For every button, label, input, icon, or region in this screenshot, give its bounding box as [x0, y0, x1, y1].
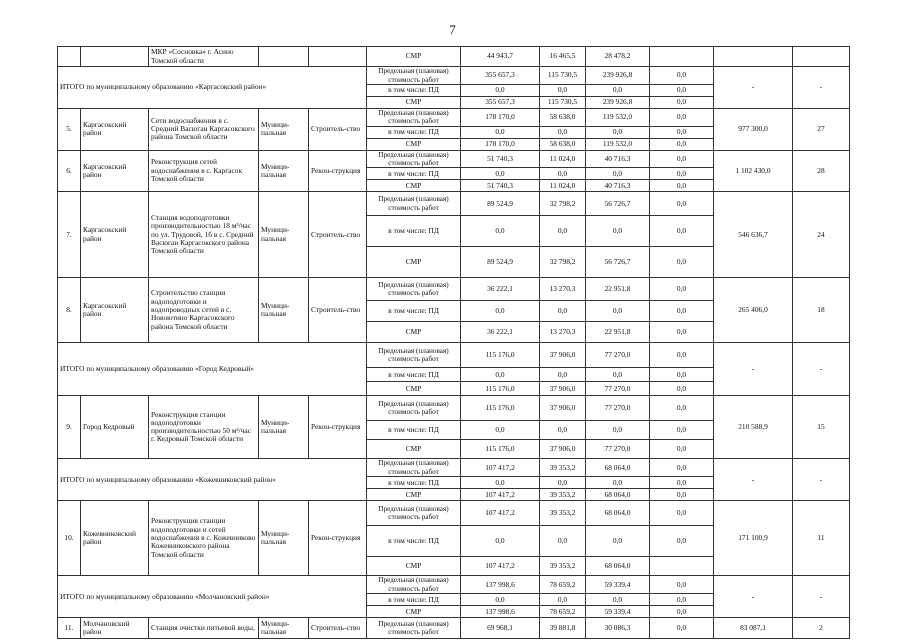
local-cost-cell — [650, 47, 714, 67]
regional-cost-cell: 0,0 — [586, 216, 650, 247]
district-cell: Кожевниковский район — [81, 501, 149, 576]
incl-pd-label: в том числе: ПД — [367, 477, 461, 489]
total-capacity: - — [714, 576, 793, 618]
regional-cost-cell: 77 270,0 — [586, 396, 650, 421]
smr-label: СМР — [367, 557, 461, 576]
work-type-cell: Строитель-ство — [309, 192, 367, 278]
regional-cost-cell: 68 064,0 — [586, 557, 650, 576]
local-cost-cell: 0,0 — [650, 216, 714, 247]
total-cost-cell: 0,0 — [461, 85, 540, 97]
smr-label: СМР — [367, 97, 461, 109]
regional-cost-cell: 0,0 — [586, 126, 650, 138]
limit-label: Предельная (плановая) стоимость работ — [367, 501, 461, 526]
total-cost-cell: 115 176,0 — [461, 343, 540, 368]
object-cell: Сети водоснабжения в с. Средний Васюган Каргасокского района Томской области — [149, 109, 259, 151]
incl-pd-label: в том числе: ПД — [367, 594, 461, 606]
federal-cost-cell: 11 024,0 — [540, 180, 586, 192]
federal-cost-cell: 37 906,0 — [540, 396, 586, 421]
regional-cost-cell: 0,0 — [586, 421, 650, 440]
owner-cell: Муници-пальная — [259, 396, 309, 459]
limit-label: Предельная (плановая) стоимость работ — [367, 396, 461, 421]
regional-cost-cell: 0,0 — [586, 477, 650, 489]
federal-cost-cell: 16 465,5 — [540, 47, 586, 67]
federal-cost-cell: 39 881,8 — [540, 618, 586, 639]
row-number — [58, 47, 81, 67]
object-cell: Реконструкция станции водоподготовки производительностью 50 м³/час г. Кедровый Томской области — [149, 396, 259, 459]
incl-pd-label: в том числе: ПД — [367, 421, 461, 440]
total-capacity: - — [714, 459, 793, 501]
incl-pd-label: в том числе: ПД — [367, 168, 461, 180]
local-cost-cell: 0,0 — [650, 594, 714, 606]
work-type-cell: Рекон-струкция — [309, 396, 367, 459]
total-cost-cell: 115 176,0 — [461, 396, 540, 421]
limit-label: Предельная (плановая) стоимость работ — [367, 343, 461, 368]
district-cell: Молчановский район — [81, 618, 149, 639]
work-type-cell: Рекон-струкция — [309, 150, 367, 192]
total-count: - — [793, 576, 850, 618]
capacity-cell: 171 100,9 — [714, 501, 793, 576]
regional-cost-cell: 239 926,8 — [586, 67, 650, 85]
regional-cost-cell: 0,0 — [586, 368, 650, 382]
regional-cost-cell: 40 716,3 — [586, 150, 650, 168]
local-cost-cell: 0,0 — [650, 396, 714, 421]
total-count: - — [793, 343, 850, 396]
total-title: ИТОГО по муниципальному образованию «Молчановский район» — [58, 576, 367, 618]
total-cost-cell: 0,0 — [461, 301, 540, 322]
owner-cell — [259, 47, 309, 67]
total-cost-cell: 137 998,6 — [461, 576, 540, 594]
capacity-cell: 83 087,1 — [714, 618, 793, 639]
federal-cost-cell: 39 353,2 — [540, 459, 586, 477]
owner-cell: Муници-пальная — [259, 618, 309, 639]
limit-label: Предельная (плановая) стоимость работ — [367, 150, 461, 168]
total-title: ИТОГО по муниципальному образованию «Кожевниковский район» — [58, 459, 367, 501]
smr-label: СМР — [367, 138, 461, 150]
local-cost-cell: 0,0 — [650, 126, 714, 138]
local-cost-cell: 0,0 — [650, 150, 714, 168]
local-cost-cell: 0,0 — [650, 67, 714, 85]
district-cell: Каргасокский район — [81, 278, 149, 343]
capacity-cell: 1 102 430,0 — [714, 150, 793, 192]
owner-cell: Муници-пальная — [259, 150, 309, 192]
regional-cost-cell: 119 532,0 — [586, 109, 650, 127]
total-count: - — [793, 67, 850, 109]
regional-cost-cell: 28 478,2 — [586, 47, 650, 67]
object-cell: Станция очистки питьевой воды, — [149, 618, 259, 639]
local-cost-cell: 0,0 — [650, 421, 714, 440]
total-cost-cell: 137 998,6 — [461, 606, 540, 618]
regional-cost-cell: 56 726,7 — [586, 247, 650, 278]
table-body — [58, 47, 850, 639]
limit-label: Предельная (плановая) стоимость работ — [367, 576, 461, 594]
row-number: 6. — [58, 150, 81, 192]
project-row — [58, 150, 850, 168]
project-row — [58, 618, 850, 639]
total-title: ИТОГО по муниципальному образованию «Каргасокский район» — [58, 67, 367, 109]
object-cell: Станция водоподготовки производительностью 18 м³/час по ул. Трудовой, 1б в с. Средний Васюган Каргасокского района Томской области — [149, 192, 259, 278]
federal-cost-cell: 0,0 — [540, 126, 586, 138]
federal-cost-cell: 0,0 — [540, 526, 586, 557]
total-capacity: - — [714, 343, 793, 396]
object-cell: Реконструкция станции водоподготовки и сетей водоснабжения в с. Кожевниково Кожевниковского района Томской области — [149, 501, 259, 576]
total-capacity: - — [714, 67, 793, 109]
federal-cost-cell: 0,0 — [540, 301, 586, 322]
local-cost-cell: 0,0 — [650, 501, 714, 526]
regional-cost-cell: 0,0 — [586, 85, 650, 97]
limit-label: Предельная (плановая) стоимость работ — [367, 618, 461, 639]
regional-cost-cell: 68 064,0 — [586, 489, 650, 501]
regional-cost-cell: 68 064,0 — [586, 459, 650, 477]
project-row — [58, 192, 850, 216]
local-cost-cell: 0,0 — [650, 85, 714, 97]
federal-cost-cell: 0,0 — [540, 168, 586, 180]
row-number: 9. — [58, 396, 81, 459]
total-cost-cell: 107 417,2 — [461, 489, 540, 501]
project-row — [58, 109, 850, 127]
local-cost-cell: 0,0 — [650, 192, 714, 216]
smr-label: СМР — [367, 322, 461, 343]
federal-cost-cell: 58 638,0 — [540, 109, 586, 127]
local-cost-cell: 0,0 — [650, 301, 714, 322]
row-number: 10. — [58, 501, 81, 576]
regional-cost-cell: 0,0 — [586, 168, 650, 180]
regional-cost-cell: 119 532,0 — [586, 138, 650, 150]
local-cost-cell: 0,0 — [650, 109, 714, 127]
local-cost-cell — [650, 557, 714, 576]
local-cost-cell: 0,0 — [650, 180, 714, 192]
total-cost-cell: 115 176,0 — [461, 382, 540, 396]
total-cost-cell: 44 943,7 — [461, 47, 540, 67]
regional-cost-cell: 77 270,0 — [586, 440, 650, 459]
incl-pd-label: в том числе: ПД — [367, 526, 461, 557]
regional-cost-cell: 0,0 — [586, 594, 650, 606]
federal-cost-cell: 11 024,0 — [540, 150, 586, 168]
local-cost-cell: 0,0 — [650, 247, 714, 278]
row-number: 11. — [58, 618, 81, 639]
federal-cost-cell: 32 798,2 — [540, 192, 586, 216]
district-cell: Каргасокский район — [81, 192, 149, 278]
page-number: 7 — [449, 22, 456, 37]
count-cell: 28 — [793, 150, 850, 192]
total-cost-cell: 115 176,0 — [461, 440, 540, 459]
work-type-cell: Рекон-струкция — [309, 501, 367, 576]
federal-cost-cell: 13 270,3 — [540, 278, 586, 301]
total-cost-cell: 89 524,9 — [461, 192, 540, 216]
local-cost-cell: 0,0 — [650, 382, 714, 396]
total-cost-cell: 69 968,1 — [461, 618, 540, 639]
total-row — [58, 576, 850, 594]
total-cost-cell: 107 417,2 — [461, 501, 540, 526]
investment-table — [57, 46, 850, 639]
capacity-cell: 265 406,0 — [714, 278, 793, 343]
smr-label: СМР — [367, 180, 461, 192]
total-cost-cell: 0,0 — [461, 168, 540, 180]
row-number: 7. — [58, 192, 81, 278]
federal-cost-cell: 39 353,2 — [540, 557, 586, 576]
row-number: 5. — [58, 109, 81, 151]
capacity-cell — [714, 47, 793, 67]
limit-label: Предельная (плановая) стоимость работ — [367, 67, 461, 85]
work-type-cell — [309, 47, 367, 67]
regional-cost-cell: 40 716,3 — [586, 180, 650, 192]
federal-cost-cell: 78 659,2 — [540, 576, 586, 594]
district-cell: Город Кедровый — [81, 396, 149, 459]
work-type-cell: Строитель-ство — [309, 618, 367, 639]
total-title: ИТОГО по муниципальному образованию «Город Кедровый» — [58, 343, 367, 396]
project-row — [58, 278, 850, 301]
smr-label: СМР — [367, 247, 461, 278]
local-cost-cell: 0,0 — [650, 322, 714, 343]
limit-label: Предельная (плановая) стоимость работ — [367, 109, 461, 127]
local-cost-cell: 0,0 — [650, 459, 714, 477]
smr-label: СМР — [367, 606, 461, 618]
district-cell: Каргасокский район — [81, 109, 149, 151]
total-cost-cell: 36 222,1 — [461, 322, 540, 343]
total-cost-cell: 0,0 — [461, 421, 540, 440]
local-cost-cell: 0,0 — [650, 526, 714, 557]
federal-cost-cell: 0,0 — [540, 368, 586, 382]
federal-cost-cell: 39 353,2 — [540, 501, 586, 526]
incl-pd-label: в том числе: ПД — [367, 301, 461, 322]
owner-cell: Муници-пальная — [259, 109, 309, 151]
continuation-row — [58, 47, 850, 67]
total-cost-cell: 178 170,0 — [461, 138, 540, 150]
total-cost-cell: 0,0 — [461, 216, 540, 247]
local-cost-cell: 0,0 — [650, 168, 714, 180]
capacity-cell: 546 636,7 — [714, 192, 793, 278]
total-cost-cell: 89 524,9 — [461, 247, 540, 278]
object-cell: МКР «Сосновка» г. Асино Томской области — [149, 47, 259, 67]
federal-cost-cell: 0,0 — [540, 421, 586, 440]
limit-label: Предельная (плановая) стоимость работ — [367, 278, 461, 301]
row-number: 8. — [58, 278, 81, 343]
total-cost-cell: 51 740,3 — [461, 180, 540, 192]
regional-cost-cell: 77 270,0 — [586, 382, 650, 396]
work-type-cell: Строитель-ство — [309, 278, 367, 343]
local-cost-cell: 0,0 — [650, 477, 714, 489]
total-cost-cell: 0,0 — [461, 594, 540, 606]
owner-cell: Муници-пальная — [259, 192, 309, 278]
count-cell: 2 — [793, 618, 850, 639]
smr-label: СМР — [367, 440, 461, 459]
total-cost-cell: 178 170,0 — [461, 109, 540, 127]
project-row — [58, 501, 850, 526]
regional-cost-cell: 59 339,4 — [586, 576, 650, 594]
regional-cost-cell: 68 064,0 — [586, 501, 650, 526]
federal-cost-cell: 115 730,5 — [540, 97, 586, 109]
local-cost-cell: 0,0 — [650, 489, 714, 501]
regional-cost-cell: 239 926,8 — [586, 97, 650, 109]
federal-cost-cell: 39 353,2 — [540, 489, 586, 501]
local-cost-cell: 0,0 — [650, 343, 714, 368]
federal-cost-cell: 37 906,0 — [540, 382, 586, 396]
count-cell: 18 — [793, 278, 850, 343]
federal-cost-cell: 0,0 — [540, 477, 586, 489]
total-cost-cell: 36 222,1 — [461, 278, 540, 301]
local-cost-cell: 0,0 — [650, 138, 714, 150]
local-cost-cell: 0,0 — [650, 278, 714, 301]
smr-label: СМР — [367, 489, 461, 501]
local-cost-cell: 0,0 — [650, 440, 714, 459]
owner-cell: Муници-пальная — [259, 278, 309, 343]
federal-cost-cell: 0,0 — [540, 85, 586, 97]
federal-cost-cell: 37 906,0 — [540, 343, 586, 368]
local-cost-cell: 0,0 — [650, 618, 714, 639]
district-cell: Каргасокский район — [81, 150, 149, 192]
total-cost-cell: 51 740,3 — [461, 150, 540, 168]
local-cost-cell: 0,0 — [650, 368, 714, 382]
total-cost-cell: 355 657,3 — [461, 67, 540, 85]
regional-cost-cell: 30 086,3 — [586, 618, 650, 639]
capacity-cell: 210 588,9 — [714, 396, 793, 459]
count-cell — [793, 47, 850, 67]
federal-cost-cell: 0,0 — [540, 594, 586, 606]
federal-cost-cell: 78 659,2 — [540, 606, 586, 618]
incl-pd-label: в том числе: ПД — [367, 126, 461, 138]
count-cell: 11 — [793, 501, 850, 576]
owner-cell: Муници-пальная — [259, 501, 309, 576]
regional-cost-cell: 22 951,8 — [586, 322, 650, 343]
capacity-cell: 977 300,0 — [714, 109, 793, 151]
local-cost-cell: 0,0 — [650, 606, 714, 618]
project-row — [58, 396, 850, 421]
total-row — [58, 343, 850, 368]
total-cost-cell: 0,0 — [461, 126, 540, 138]
federal-cost-cell: 0,0 — [540, 216, 586, 247]
incl-pd-label: в том числе: ПД — [367, 85, 461, 97]
total-cost-cell: 107 417,2 — [461, 557, 540, 576]
regional-cost-cell: 0,0 — [586, 526, 650, 557]
regional-cost-cell: 0,0 — [586, 301, 650, 322]
federal-cost-cell: 13 270,3 — [540, 322, 586, 343]
count-cell: 24 — [793, 192, 850, 278]
regional-cost-cell: 59 339,4 — [586, 606, 650, 618]
federal-cost-cell: 37 906,0 — [540, 440, 586, 459]
total-cost-cell: 107 417,2 — [461, 459, 540, 477]
limit-label: Предельная (плановая) стоимость работ — [367, 459, 461, 477]
regional-cost-cell: 22 951,8 — [586, 278, 650, 301]
object-cell: Строительство станции водоподготовки и водопроводных сетей в с. Новоютино Каргасокского района Томской области — [149, 278, 259, 343]
local-cost-cell: 0,0 — [650, 97, 714, 109]
total-row — [58, 459, 850, 477]
smr-label: СМР — [367, 47, 461, 67]
total-row — [58, 67, 850, 85]
object-cell: Реконструкция сетей водоснабжения в с. Каргасок Томской области — [149, 150, 259, 192]
total-cost-cell: 355 657,3 — [461, 97, 540, 109]
federal-cost-cell: 115 730,5 — [540, 67, 586, 85]
total-count: - — [793, 459, 850, 501]
count-cell: 27 — [793, 109, 850, 151]
smr-label: СМР — [367, 382, 461, 396]
work-type-cell: Строитель-ство — [309, 109, 367, 151]
incl-pd-label: в том числе: ПД — [367, 368, 461, 382]
total-cost-cell: 0,0 — [461, 368, 540, 382]
count-cell: 15 — [793, 396, 850, 459]
regional-cost-cell: 77 270,0 — [586, 343, 650, 368]
total-cost-cell: 0,0 — [461, 526, 540, 557]
regional-cost-cell: 56 726,7 — [586, 192, 650, 216]
total-cost-cell: 0,0 — [461, 477, 540, 489]
limit-label: Предельная (плановая) стоимость работ — [367, 192, 461, 216]
district-cell — [81, 47, 149, 67]
local-cost-cell: 0,0 — [650, 576, 714, 594]
incl-pd-label: в том числе: ПД — [367, 216, 461, 247]
federal-cost-cell: 32 798,2 — [540, 247, 586, 278]
federal-cost-cell: 58 638,0 — [540, 138, 586, 150]
